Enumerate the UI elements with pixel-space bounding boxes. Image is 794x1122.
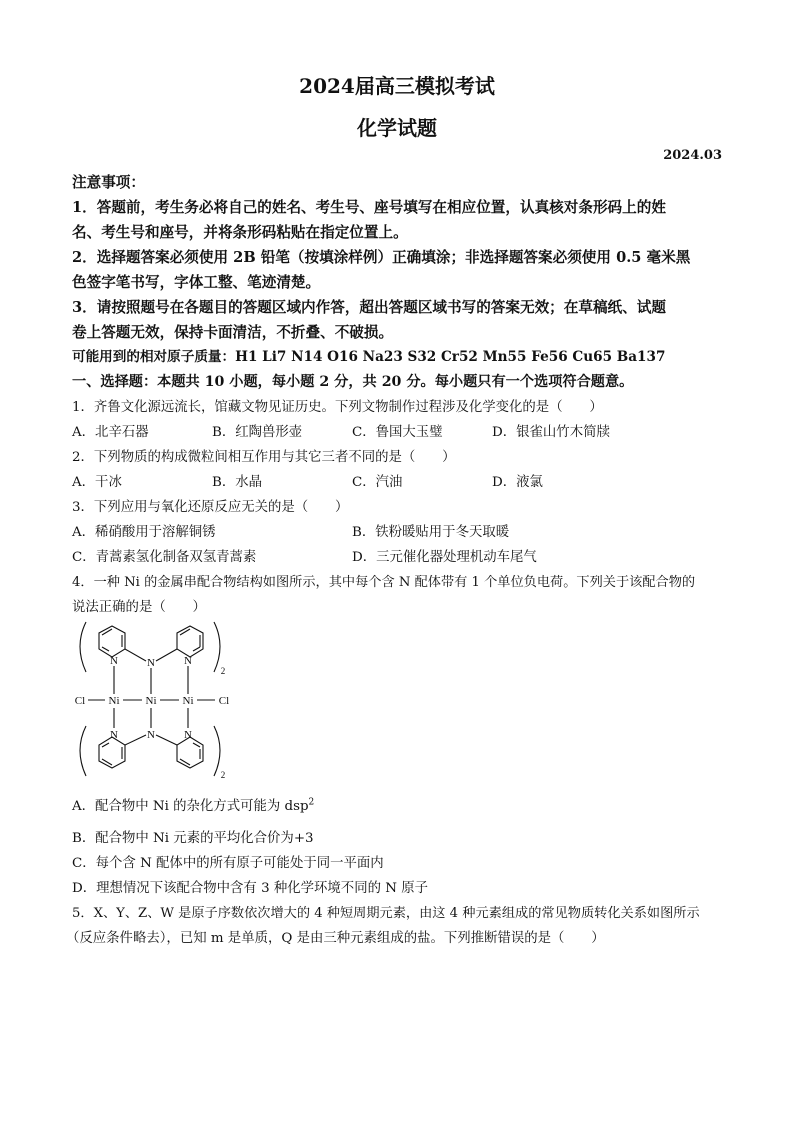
- atom-label-ni: Ni: [108, 695, 120, 707]
- question-5-stem-line-1: 5．X、Y、Z、W 是原子序数依次增大的 4 种短周期元素，由这 4 种元素组成的常见物质转化关系如图所示: [72, 906, 700, 921]
- question-3-option-b: B．铁粉暖贴用于冬天取暖: [352, 525, 510, 540]
- note-3-line-2: 卷上答题无效，保持卡面清洁，不折叠、不破损。: [72, 324, 394, 341]
- note-1-line-2: 名、考生号和座号，并将条形码粘贴在指定位置上。: [72, 224, 408, 241]
- question-5-stem-line-2: （反应条件略去），已知 m 是单质，Q 是由三种元素组成的盐。下列推断错误的是（ ）: [66, 931, 605, 946]
- question-3-option-d: D．三元催化器处理机动车尾气: [352, 550, 537, 565]
- question-3-option-a: A．稀硝酸用于溶解铜锈: [72, 525, 216, 540]
- option-a-text: A．配合物中 Ni 的杂化方式可能为 dsp: [72, 799, 309, 814]
- exam-date: 2024.03: [663, 148, 722, 163]
- nickel-complex-structure-diagram: [72, 616, 242, 780]
- question-2-stem: 2．下列物质的构成微粒间相互作用与其它三者不同的是（ ）: [72, 450, 456, 465]
- atom-label-cl: Cl: [74, 695, 86, 707]
- question-2-option-b: B．水晶: [212, 475, 263, 490]
- question-2-option-d: D．液氯: [492, 475, 543, 490]
- question-4-option-c: C．每个含 N 配体中的所有原子可能处于同一平面内: [72, 856, 384, 871]
- atom-label-ni: Ni: [145, 695, 157, 707]
- note-3-line-1: 3．请按照题号在各题目的答题区域内作答，超出答题区域书写的答案无效；在草稿纸、试题: [72, 299, 666, 316]
- question-1-option-a: A．北辛石器: [72, 425, 149, 440]
- atom-label-cl: Cl: [218, 695, 230, 707]
- exam-subject: 化学试题: [357, 116, 437, 140]
- question-1-option-b: B．红陶兽形壶: [212, 425, 303, 440]
- atom-label-n: N: [110, 729, 118, 741]
- atom-label-n: N: [147, 729, 155, 741]
- atom-label-n: N: [147, 657, 155, 669]
- atom-label-ni: Ni: [182, 695, 194, 707]
- note-2-line-2: 色签字笔书写，字体工整、笔迹清楚。: [72, 274, 321, 291]
- question-2-option-a: A．干冰: [72, 475, 122, 490]
- question-4-stem-line-1: 4．一种 Ni 的金属串配合物结构如图所示，其中每个含 N 配体带有 1 个单位负电荷。下列关于该配合物的: [72, 575, 696, 590]
- question-1-option-c: C．鲁国大玉璧: [352, 425, 443, 440]
- note-1-line-1: 1．答题前，考生务必将自己的姓名、考生号、座号填写在相应位置，认真核对条形码上的姓: [72, 199, 666, 216]
- question-3-stem: 3．下列应用与氧化还原反应无关的是（ ）: [72, 500, 349, 515]
- note-2-line-1: 2．选择题答案必须使用 2B 铅笔（按填涂样例）正确填涂；非选择题答案必须使用 0.5 毫米黑: [72, 249, 691, 266]
- question-4-stem-line-2: 说法正确的是（ ）: [72, 600, 206, 615]
- ligand-count-subscript: 2: [220, 770, 226, 780]
- question-2-option-c: C．汽油: [352, 475, 403, 490]
- question-1-stem: 1．齐鲁文化源远流长，馆藏文物见证历史。下列文物制作过程涉及化学变化的是（ ）: [72, 400, 603, 415]
- option-a-superscript: 2: [308, 797, 315, 808]
- atom-label-n: N: [184, 655, 192, 667]
- notes-heading: 注意事项：: [72, 174, 145, 191]
- exam-title: 2024届高三模拟考试: [299, 74, 495, 98]
- atom-label-n: N: [110, 655, 118, 667]
- question-4-option-a: [72, 794, 724, 819]
- section-1-heading: 一、选择题：本题共 10 小题，每小题 2 分，共 20 分。每小题只有一个选项符合题意。: [72, 374, 634, 390]
- question-3-option-c: C．青蒿素氢化制备双氢青蒿素: [72, 550, 257, 565]
- question-4-option-b: B．配合物中 Ni 元素的平均化合价为+3: [72, 831, 314, 846]
- question-4-option-d: D．理想情况下该配合物中含有 3 种化学环境不同的 N 原子: [72, 881, 428, 896]
- atom-label-n: N: [184, 729, 192, 741]
- atomic-mass-line: 可能用到的相对原子质量：H1 Li7 N14 O16 Na23 S32 Cr52 Mn55 Fe56 Cu65 Ba137: [72, 349, 666, 365]
- question-1-option-d: D．银雀山竹木简牍: [492, 425, 610, 440]
- ligand-count-subscript: 2: [220, 666, 226, 676]
